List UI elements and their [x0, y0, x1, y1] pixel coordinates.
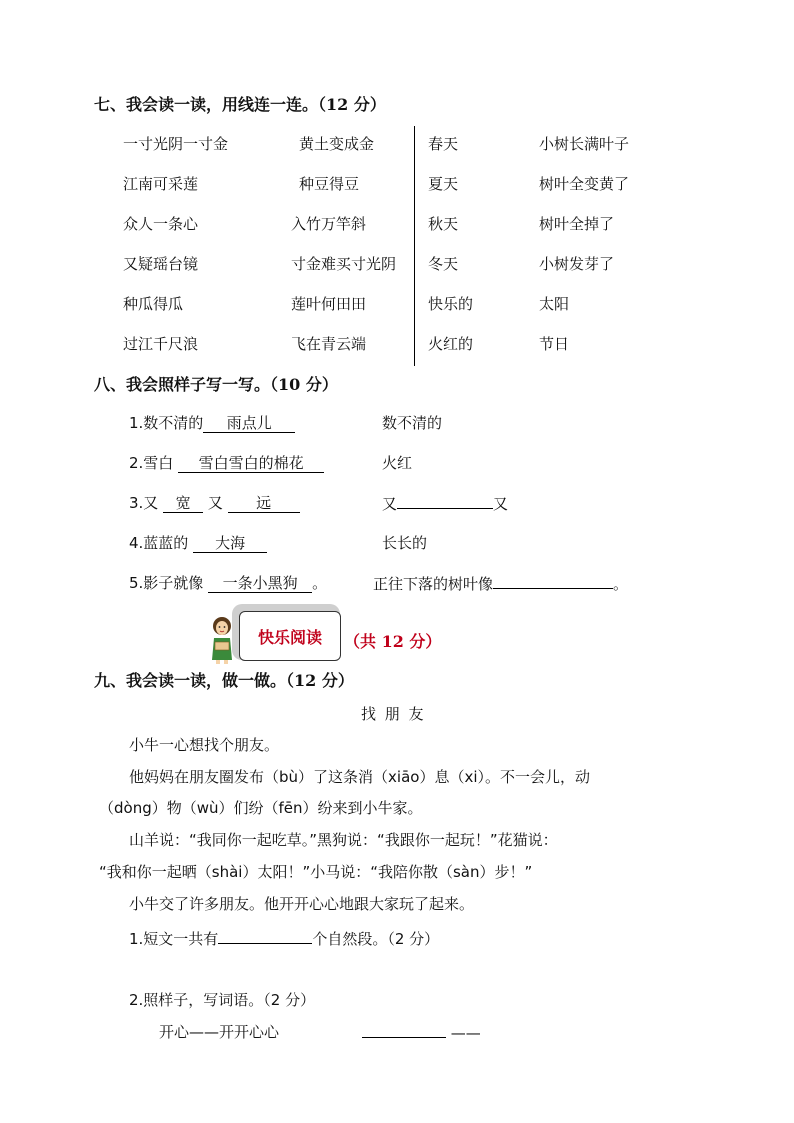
match-item: 江南可采莲 — [123, 175, 199, 193]
match-item: 小树长满叶子 — [539, 135, 630, 153]
example-answer: 雨点儿 — [203, 414, 295, 433]
section-7-title: 七、我会读一读，用线连一连。（12 分） — [94, 95, 386, 114]
question-2-task: —— — [362, 1021, 481, 1042]
match-item: 黄土变成金 — [299, 135, 375, 153]
example-3: 3.又 宽 又 远 — [129, 492, 300, 513]
question-1: 1.短文一共有 个自然段。（2 分） — [129, 927, 439, 949]
section-9-title: 九、我会读一读，做一做。（12 分） — [94, 671, 354, 690]
match-item: 夏天 — [428, 175, 459, 193]
story-line: （dòng）物（wù）们纷（fēn）纷来到小牛家。 — [99, 799, 423, 817]
question-2-example: 开心——开开心心 — [159, 1023, 280, 1041]
story-line: 小牛一心想找个朋友。 — [129, 736, 280, 754]
match-item: 节日 — [539, 335, 570, 353]
match-item: 种瓜得瓜 — [123, 295, 184, 313]
match-item: 一寸光阴一寸金 — [123, 135, 229, 153]
example-answer: 雪白雪白的棉花 — [178, 454, 324, 473]
section-8-title: 八、我会照样子写一写。（10 分） — [94, 375, 338, 394]
example-4: 4.蓝蓝的 大海 — [129, 532, 267, 553]
story-line: “我和你一起晒（shài）太阳！”小马说：“我陪你散（sàn）步！” — [99, 863, 533, 881]
match-item: 飞在青云端 — [291, 335, 367, 353]
reading-section-badge: 快乐阅读 — [239, 611, 341, 661]
task-3: 又 又 — [382, 492, 508, 514]
match-item: 火红的 — [428, 335, 474, 353]
match-item: 种豆得豆 — [299, 175, 360, 193]
example-2: 2.雪白 雪白雪白的棉花 — [129, 452, 324, 473]
answer-blank[interactable] — [218, 927, 312, 944]
reading-section-score: （共 12 分） — [344, 632, 442, 651]
story-title: 找 朋 友 — [361, 705, 426, 723]
question-2-title: 2.照样子，写词语。（2 分） — [129, 991, 316, 1009]
task-2-label: 火红 — [382, 454, 413, 472]
column-divider — [414, 126, 415, 366]
example-answer: 远 — [228, 494, 300, 513]
match-item: 太阳 — [539, 295, 570, 313]
task-4-label: 长长的 — [382, 534, 428, 552]
story-line: 小牛交了许多朋友。他开开心心地跟大家玩了起来。 — [129, 895, 475, 913]
match-item: 寸金难买寸光阴 — [291, 255, 397, 273]
example-answer: 一条小黑狗 — [208, 574, 312, 593]
match-item: 树叶全变黄了 — [539, 175, 630, 193]
match-item: 小树发芽了 — [539, 255, 615, 273]
match-item: 春天 — [428, 135, 459, 153]
answer-blank[interactable] — [493, 572, 613, 589]
task-5: 正往下落的树叶像 。 — [373, 572, 628, 594]
example-5: 5.影子就像 一条小黑狗 。 — [129, 574, 328, 592]
match-item: 过江千尺浪 — [123, 335, 199, 353]
story-line: 他妈妈在朋友圈发布（bù）了这条消（xiāo）息（xi）。不一会儿，动 — [129, 768, 590, 786]
match-item: 快乐的 — [428, 295, 474, 313]
answer-blank[interactable] — [362, 1021, 446, 1038]
match-item: 莲叶何田田 — [291, 295, 367, 313]
match-item: 秋天 — [428, 215, 459, 233]
answer-blank[interactable] — [397, 492, 493, 509]
match-item: 众人一条心 — [123, 215, 199, 233]
match-item: 冬天 — [428, 255, 459, 273]
task-1-label: 数不清的 — [382, 414, 443, 432]
match-item: 入竹万竿斜 — [291, 215, 367, 233]
example-answer: 宽 — [163, 494, 203, 513]
match-item: 又疑瑶台镜 — [123, 255, 199, 273]
match-item: 树叶全掉了 — [539, 215, 615, 233]
example-answer: 大海 — [193, 534, 267, 553]
example-1: 1.数不清的 雨点儿 — [129, 412, 295, 433]
story-line: 山羊说：“我同你一起吃草。”黑狗说：“我跟你一起玩！”花猫说： — [129, 831, 558, 849]
